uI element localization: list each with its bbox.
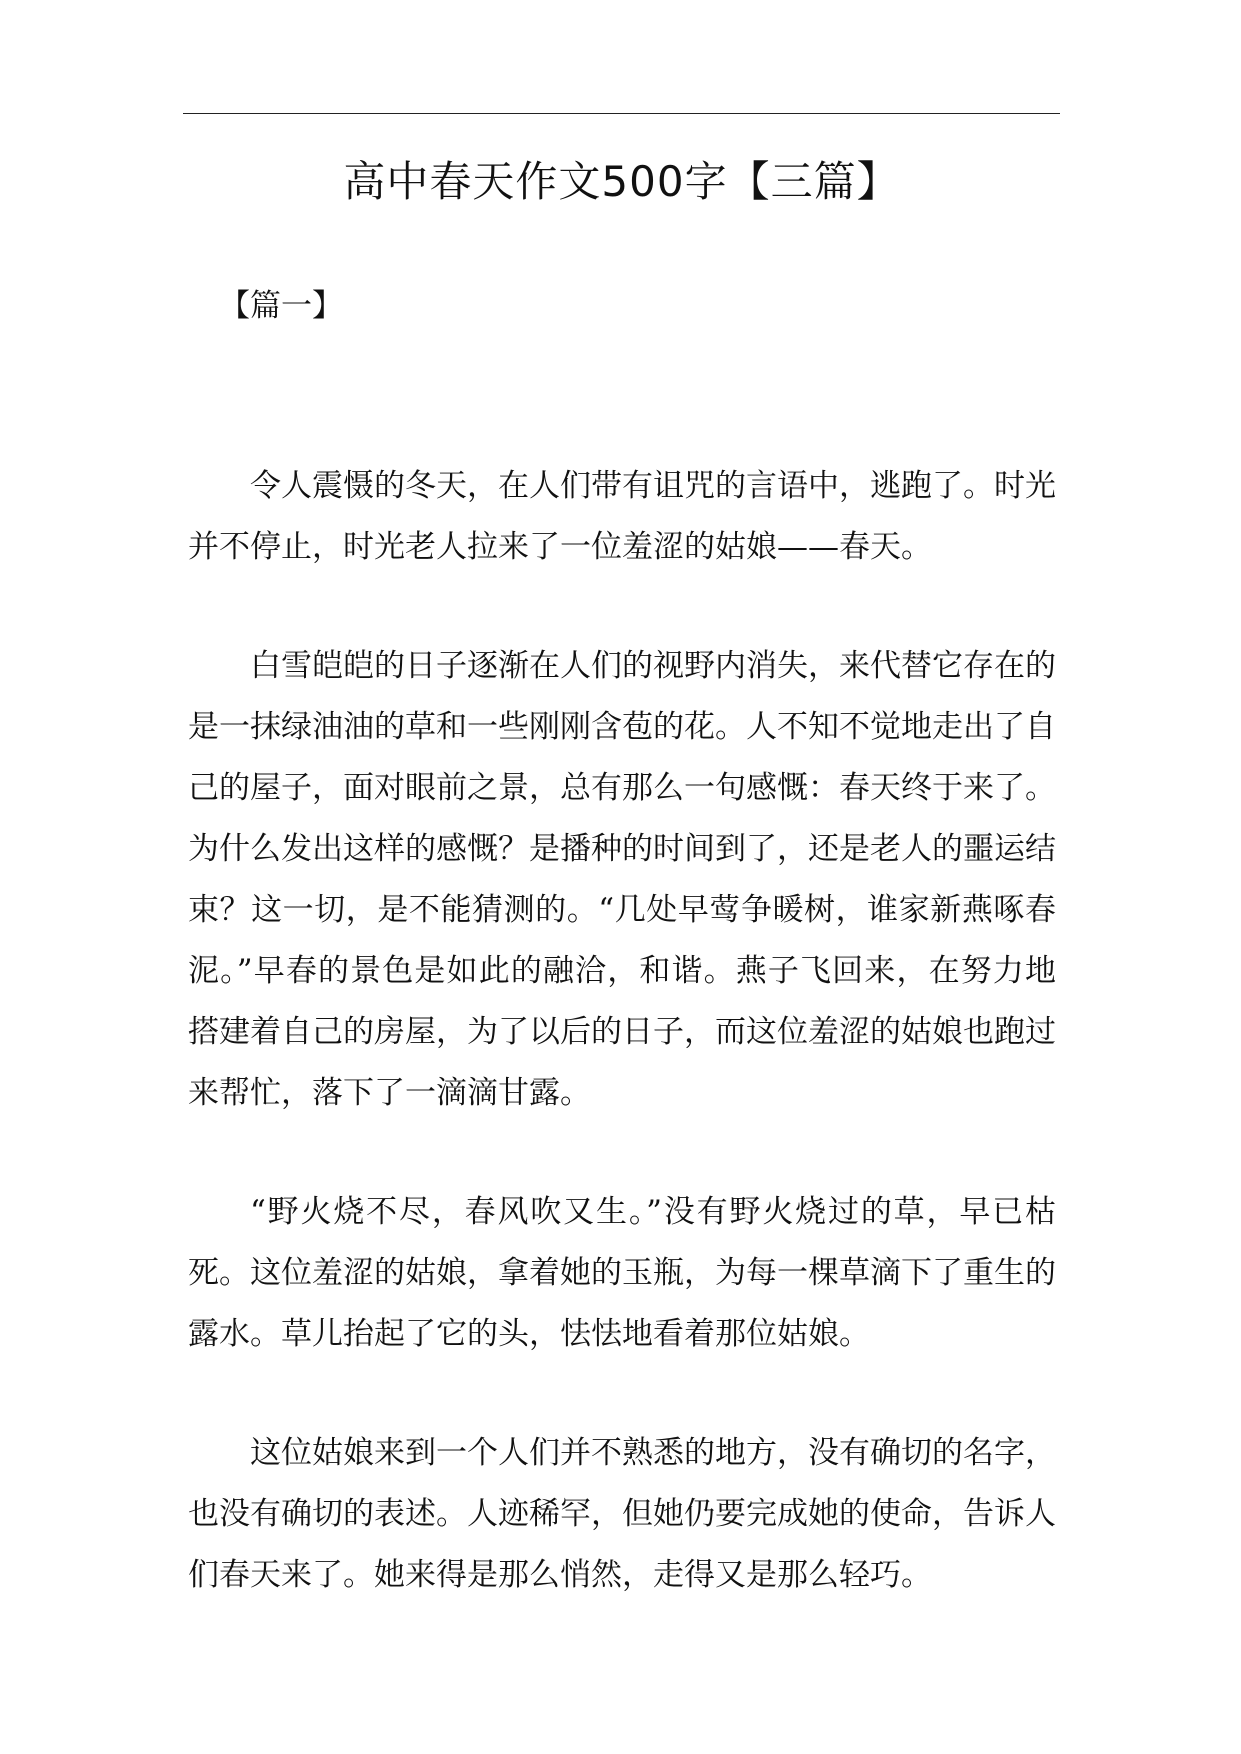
paragraph: 这位姑娘来到一个人们并不熟悉的地方，没有确切的名字，也没有确切的表述。人迹稀罕，但她仍要完成她的使命，告诉人们春天来了。她来得是那么悄然，走得又是那么轻巧。 [188,1435,1056,1593]
paragraph: “野火烧不尽，春风吹又生。”没有野火烧过的草，早已枯死。这位羞涩的姑娘，拿着她的玉瓶，为每一棵草滴下了重生的露水。草儿抬起了它的头，怯怯地看着那位姑娘。 [188,1194,1056,1352]
document-title: 高中春天作文500字【三篇】 [343,157,900,206]
header-rule [183,113,1060,114]
paragraph: 令人震慑的冬天，在人们带有诅咒的言语中，逃跑了。时光并不停止，时光老人拉来了一位羞涩的姑娘——春天。 [188,468,1056,565]
paragraph: 白雪皑皑的日子逐渐在人们的视野内消失，来代替它存在的是一抹绿油油的草和一些刚刚含苞的花。人不知不觉地走出了自己的屋子，面对眼前之景，总有那么一句感慨：春天终于来了。为什么发出这样的感慨？是播种的时间到了，还是老人的噩运结束？这一切，是不能猜测的。“几处早莺争暖树，谁家新燕啄春泥。”早春的景色是如此的融洽，和谐。燕子飞回来，在努力地搭建着自己的房屋，为了以后的日子，而这位羞涩的姑娘也跑过来帮忙，落下了一滴滴甘露。 [188,648,1056,1111]
essay-body [188,456,1056,1664]
section-heading: 【篇一】 [219,288,343,324]
